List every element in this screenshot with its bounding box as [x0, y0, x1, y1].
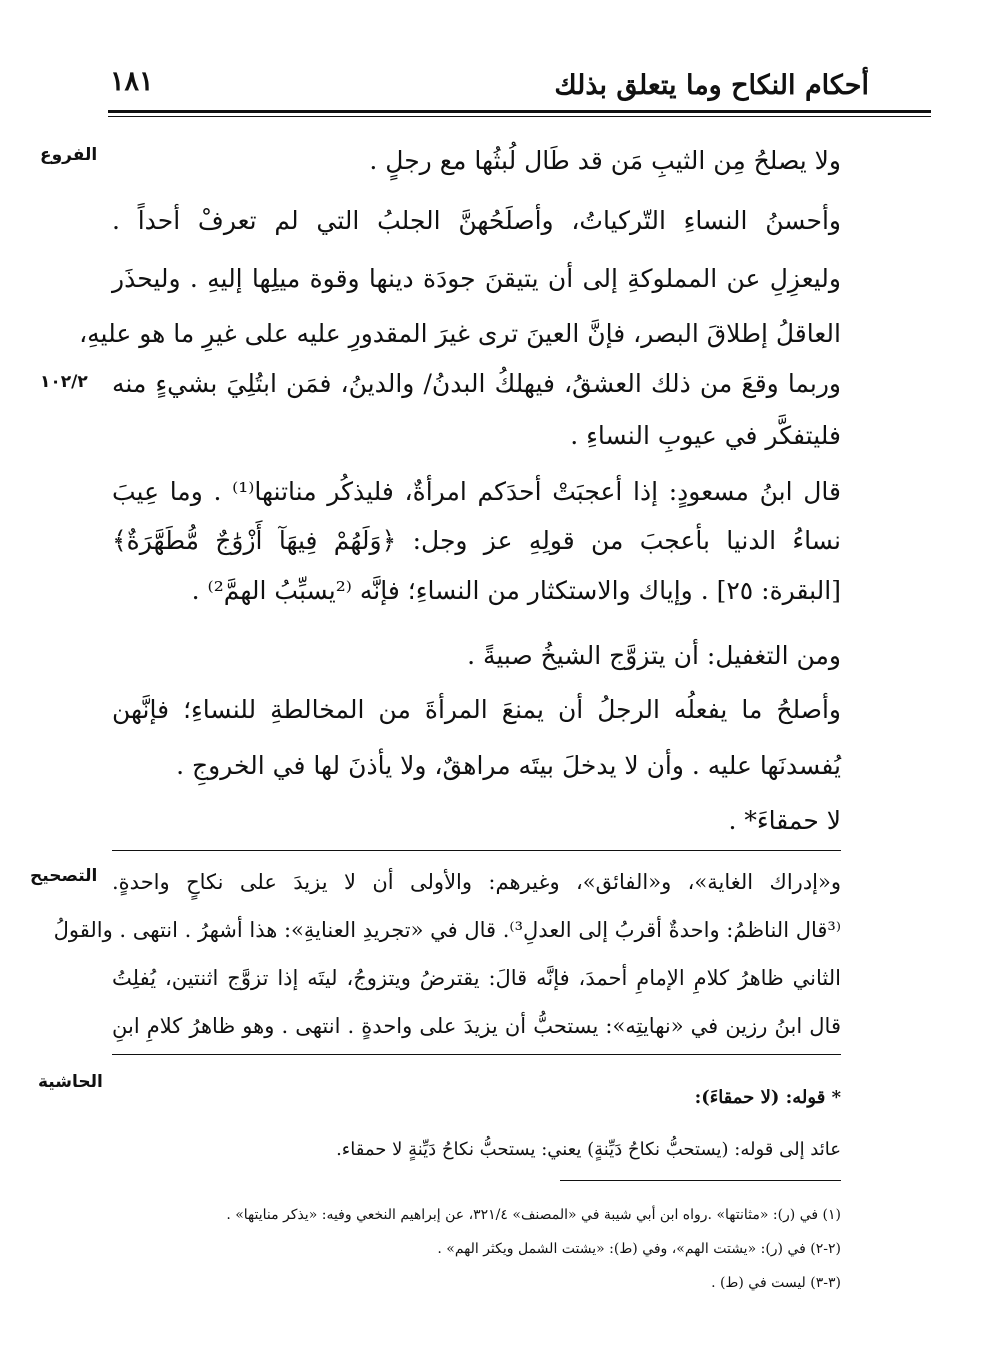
furu-line: وربما وقعَ من ذلك العشقُ، فيهلكُ البدنُ/ والدينُ، فمَن ابتُلِيَ بشيءٍ منه	[112, 369, 841, 398]
margin-label-tashih: التصحيح	[30, 866, 98, 886]
footnote-line: (٢-٢) في (ر): «يشتت الهم»، وفي (ط): «يشتت الشمل ويكثر الهم» .	[437, 1241, 841, 1257]
furu-line: فليتفكَّر في عيوبِ النساءِ .	[570, 421, 841, 450]
tashih-line: قال ابنُ رزين في «نهايتِه»: يستحبُّ أن يزيدَ على واحدةٍ . انتهى . وهو ظاهرُ كلامِ ابنِ	[112, 1014, 841, 1038]
section-divider-rule	[112, 1054, 841, 1055]
footnote-line: (٣-٣) ليست في (ط) .	[711, 1275, 841, 1291]
furu-line: قال ابنُ مسعودٍ: إذا أعجبَتْ أحدَكم امرأةٌ، فليذكُر مناتنها⁽¹⁾ . وما عِيبَ	[112, 477, 841, 506]
furu-line: العاقلُ إطلاقَ البصر، فإنَّ العينَ ترى غيرَ المقدورِ عليه على غيرِ ما هو عليهِ،	[79, 319, 841, 348]
running-header-title: أحكام النكاح وما يتعلق بذلك	[554, 70, 869, 101]
furu-line: ولا يصلحُ مِن الثيبِ مَن قد طَال لُبثُها مع رجلٍ .	[369, 146, 841, 175]
footnote-line: (١) في (ر): «مثانتها» .رواه ابن أبي شيبة في «المصنف» ٣٢١/٤، عن إبراهيم النخعي وفيه: «يذكر منايتها» .	[226, 1207, 841, 1223]
header-rule-thin	[108, 116, 931, 117]
hashiya-heading: * قوله: (لا حمقاءَ):	[694, 1087, 841, 1108]
furu-line: وأصلحُ ما يفعلُه الرجلُ أن يمنعَ المرأةَ من المخالطةِ للنساءِ؛ فإنَّهن	[112, 695, 841, 724]
tashih-line: ⁽³قال الناظمُ: واحدةٌ أقربُ إلى العدلِ³⁾. قال في «تجريدِ العنايةِ»: هذا أشهرُ . انتهى . والقولُ	[53, 918, 841, 942]
furu-line: ومن التغفيل: أن يتزوَّج الشيخُ صبيةً .	[467, 641, 841, 670]
header-rule-thick	[108, 110, 931, 113]
furu-line: وأحسنُ النساءِ التّركياتُ، وأصلَحُهنَّ الجلبُ التي لم تعرفْ أحداً .	[112, 206, 841, 235]
furu-line: يُفسدنَها عليه . وأن لا يدخلَ بيتَه مراهقٌ، ولا يأذنَ لها في الخروجِ .	[176, 751, 841, 780]
furu-line: لا حمقاءَ* .	[728, 806, 841, 835]
page-number: ١٨١	[110, 66, 154, 97]
furu-line: [البقرة: ٢٥] . وإياك والاستكثار من النساءِ؛ فإنَّه ⁽²يسبِّبُ الهمَّ²⁾ .	[191, 576, 841, 605]
tashih-line: الثاني ظاهرُ كلامِ الإمامِ أحمدَ، فإنَّه قالَ: يقترضُ ويتزوجُ، ليتَه إذا تزوَّج اثنتين، يُفلِتُ	[112, 966, 841, 990]
section-divider-rule	[112, 850, 841, 851]
margin-label-furu: الفروع	[40, 145, 98, 165]
margin-volume-reference: ١٠٢/٢	[40, 372, 88, 392]
furu-line: وليعزِلِ عن المملوكةِ إلى أن يتيقنَ جودَة دينها وقوة ميلِها إليهِ . وليحذَر	[112, 264, 841, 293]
footnote-divider-rule	[560, 1180, 841, 1181]
margin-label-hashiya: الحاشية	[38, 1072, 103, 1092]
furu-line: نساءُ الدنيا بأعجبَ من قولِهِ عز وجل: ﴿وَلَهُمْ فِيهَآ أَزْوَٰجٌ مُّطَهَّرَةٌ﴾	[112, 526, 841, 555]
hashiya-text: عائد إلى قوله: (يستحبُّ نكاحُ دَيِّنةٍ) يعني: يستحبُّ نكاحُ دَيِّنةٍ لا حمقاء.	[336, 1139, 841, 1160]
tashih-line: و«إدراك الغاية»، و«الفائق»، وغيرهم: والأولى أن لا يزيدَ على نكاحٍ واحدةٍ.	[112, 870, 841, 894]
